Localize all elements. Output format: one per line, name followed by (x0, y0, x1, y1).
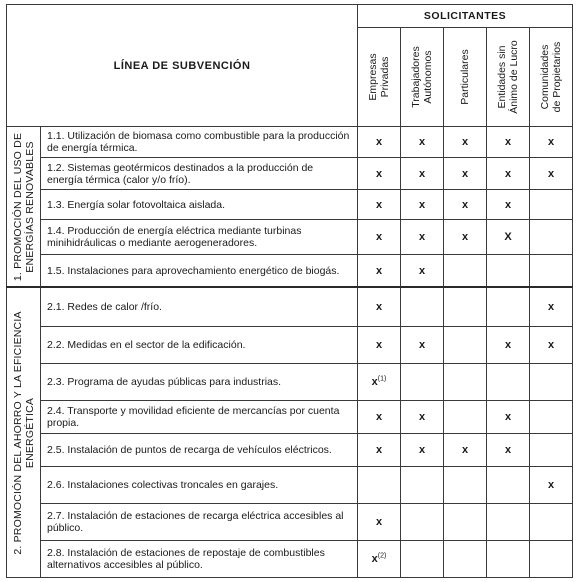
eligibility-cell (487, 189, 530, 219)
eligibility-cell (530, 466, 573, 503)
eligibility-cell (487, 220, 530, 255)
applicant-label-line2: Privadas (379, 56, 392, 98)
eligibility-mark: x (375, 231, 383, 244)
eligibility-cell (444, 220, 487, 255)
eligibility-cell (530, 503, 573, 540)
eligibility-cell (530, 189, 573, 219)
eligibility-cell (487, 287, 530, 326)
table-row (7, 326, 573, 363)
table-row (7, 287, 573, 326)
eligibility-mark: x (504, 410, 512, 423)
eligibility-mark: x (375, 443, 383, 456)
eligibility-mark: x (547, 300, 555, 313)
eligibility-mark: x (547, 338, 555, 351)
footnote-marker: (1) (377, 375, 387, 383)
eligibility-cell (530, 401, 573, 434)
eligibility-cell (530, 287, 573, 326)
subsidy-line-description: 2.2. Medidas en el sector de la edificación. (41, 326, 358, 363)
applicant-label-line1: Entidades sin (496, 45, 509, 109)
eligibility-mark: x (375, 167, 383, 180)
eligibility-mark: x (504, 136, 512, 149)
eligibility-mark: x (375, 515, 383, 528)
eligibility-cell (401, 255, 444, 288)
subsidy-table (6, 4, 573, 578)
footnote-marker: (2) (377, 552, 387, 560)
eligibility-mark: x (418, 410, 426, 423)
eligibility-cell (358, 287, 401, 326)
subsidy-line-description: 1.3. Energía solar fotovoltaica aislada. (41, 189, 358, 219)
eligibility-cell (401, 326, 444, 363)
eligibility-cell (401, 433, 444, 466)
eligibility-cell (487, 255, 530, 288)
subsidy-line-description: 1.1. Utilización de biomasa como combustible para la producción de energía térmica. (41, 127, 358, 158)
table-row (7, 401, 573, 434)
eligibility-mark: x (375, 136, 383, 149)
applicant-label-line2: de Propietarios (551, 41, 564, 113)
eligibility-cell (358, 189, 401, 219)
eligibility-cell (487, 540, 530, 577)
eligibility-cell (530, 127, 573, 158)
eligibility-cell (487, 433, 530, 466)
eligibility-cell (444, 326, 487, 363)
eligibility-cell (444, 503, 487, 540)
eligibility-cell (358, 127, 401, 158)
eligibility-cell (444, 158, 487, 189)
applicant-label-line1: Empresas (367, 53, 380, 101)
subsidy-line-description: 1.5. Instalaciones para aprovechamiento energético de biogás. (41, 255, 358, 288)
eligibility-cell (444, 401, 487, 434)
eligibility-cell (444, 466, 487, 503)
eligibility-cell (401, 540, 444, 577)
subsidy-line-description: 1.4. Producción de energía eléctrica mediante turbinas minihidráulicas o mediante aerogeneradores. (41, 220, 358, 255)
applicant-header (401, 28, 444, 127)
linea-header: LÍNEA DE SUBVENCIÓN (7, 5, 358, 127)
eligibility-cell (401, 466, 444, 503)
eligibility-mark: x (418, 136, 426, 149)
section-title-line1: 1. PROMOCIÓN DEL USO DE (11, 132, 24, 281)
table-row (7, 433, 573, 466)
eligibility-mark: x (418, 231, 426, 244)
applicant-label-line1: Trabajadores (410, 46, 423, 108)
eligibility-cell (444, 287, 487, 326)
applicant-label-line2: Autónomos (422, 50, 435, 104)
subsidy-line-description: 2.1. Redes de calor /frío. (41, 287, 358, 326)
solicitantes-header: SOLICITANTES (358, 5, 573, 28)
eligibility-cell (401, 158, 444, 189)
subsidy-line-description: 2.7. Instalación de estaciones de recarga eléctrica accesibles al público. (41, 503, 358, 540)
eligibility-cell (530, 255, 573, 288)
eligibility-mark: x (547, 136, 555, 149)
subsidy-line-description: 2.4. Transporte y movilidad eficiente de mercancías por cuenta propia. (41, 401, 358, 434)
eligibility-cell (530, 326, 573, 363)
table-row (7, 540, 573, 577)
eligibility-cell (401, 363, 444, 400)
eligibility-mark: x (418, 443, 426, 456)
eligibility-cell (444, 255, 487, 288)
table-row (7, 127, 573, 158)
subsidy-line-description: 2.8. Instalación de estaciones de repostaje de combustibles alternativos accesibles al público. (41, 540, 358, 577)
eligibility-cell (487, 503, 530, 540)
eligibility-mark: x (461, 198, 469, 211)
section-title (7, 287, 41, 577)
eligibility-cell (401, 503, 444, 540)
eligibility-cell (401, 401, 444, 434)
eligibility-mark: x (375, 338, 383, 351)
eligibility-cell (487, 466, 530, 503)
eligibility-cell (401, 189, 444, 219)
section-title-line1: 2. PROMOCIÓN DEL AHORRO Y LA EFICIENCIA (11, 310, 24, 555)
eligibility-cell (358, 540, 401, 577)
eligibility-mark: x (418, 198, 426, 211)
applicant-label-line1: Comunidades (539, 44, 552, 110)
eligibility-mark: x (418, 264, 426, 277)
section-title (7, 127, 41, 288)
eligibility-mark: x (461, 167, 469, 180)
eligibility-cell (444, 433, 487, 466)
eligibility-mark: X (504, 231, 512, 244)
table-row (7, 503, 573, 540)
applicant-header (487, 28, 530, 127)
eligibility-mark: x (461, 136, 469, 149)
section-title-line2: ENERGÉTICA (23, 397, 36, 468)
eligibility-mark: x (375, 264, 383, 277)
eligibility-mark: x (375, 198, 383, 211)
eligibility-mark: x (504, 167, 512, 180)
eligibility-cell (358, 158, 401, 189)
eligibility-mark: x (547, 478, 555, 491)
eligibility-cell (530, 363, 573, 400)
eligibility-cell (487, 363, 530, 400)
eligibility-cell (358, 363, 401, 400)
eligibility-cell (401, 220, 444, 255)
applicant-header (358, 28, 401, 127)
eligibility-cell (444, 189, 487, 219)
table-row (7, 255, 573, 288)
eligibility-cell (401, 287, 444, 326)
eligibility-cell (358, 255, 401, 288)
eligibility-cell (530, 158, 573, 189)
eligibility-cell (358, 401, 401, 434)
eligibility-cell (530, 220, 573, 255)
applicant-label-line2: Ánimo de Lucro (508, 40, 521, 114)
eligibility-mark: x (461, 231, 469, 244)
eligibility-mark: x (375, 300, 383, 313)
eligibility-cell (444, 363, 487, 400)
eligibility-cell (358, 220, 401, 255)
eligibility-cell (401, 127, 444, 158)
table-row (7, 466, 573, 503)
eligibility-mark: x (504, 338, 512, 351)
eligibility-cell (487, 127, 530, 158)
table-row (7, 158, 573, 189)
table-row (7, 220, 573, 255)
eligibility-cell (530, 540, 573, 577)
subsidy-line-description: 2.6. Instalaciones colectivas troncales en garajes. (41, 466, 358, 503)
eligibility-mark: x (504, 443, 512, 456)
eligibility-cell (444, 127, 487, 158)
applicant-header (530, 28, 573, 127)
subsidy-line-description: 2.3. Programa de ayudas públicas para industrias. (41, 363, 358, 400)
eligibility-cell (530, 433, 573, 466)
applicant-header (444, 28, 487, 127)
applicant-label-line1: Particulares (459, 49, 472, 105)
eligibility-mark: x (547, 167, 555, 180)
table-row (7, 363, 573, 400)
subsidy-line-description: 1.2. Sistemas geotérmicos destinados a la producción de energía térmica (calor y/o frío). (41, 158, 358, 189)
eligibility-cell (487, 326, 530, 363)
eligibility-cell (487, 158, 530, 189)
eligibility-cell (487, 401, 530, 434)
eligibility-cell (358, 433, 401, 466)
eligibility-cell (358, 466, 401, 503)
eligibility-mark: x (504, 198, 512, 211)
eligibility-mark: x (418, 338, 426, 351)
eligibility-cell (358, 326, 401, 363)
eligibility-mark: x (371, 376, 378, 389)
eligibility-mark: x (461, 443, 469, 456)
eligibility-cell (444, 540, 487, 577)
section-title-line2: ENERGÍAS RENOVABLES (23, 140, 36, 273)
eligibility-mark: x (375, 410, 383, 423)
subsidy-line-description: 2.5. Instalación de puntos de recarga de vehículos eléctricos. (41, 433, 358, 466)
eligibility-cell (358, 503, 401, 540)
eligibility-mark: x (418, 167, 426, 180)
eligibility-mark: x (371, 552, 378, 565)
table-row (7, 189, 573, 219)
